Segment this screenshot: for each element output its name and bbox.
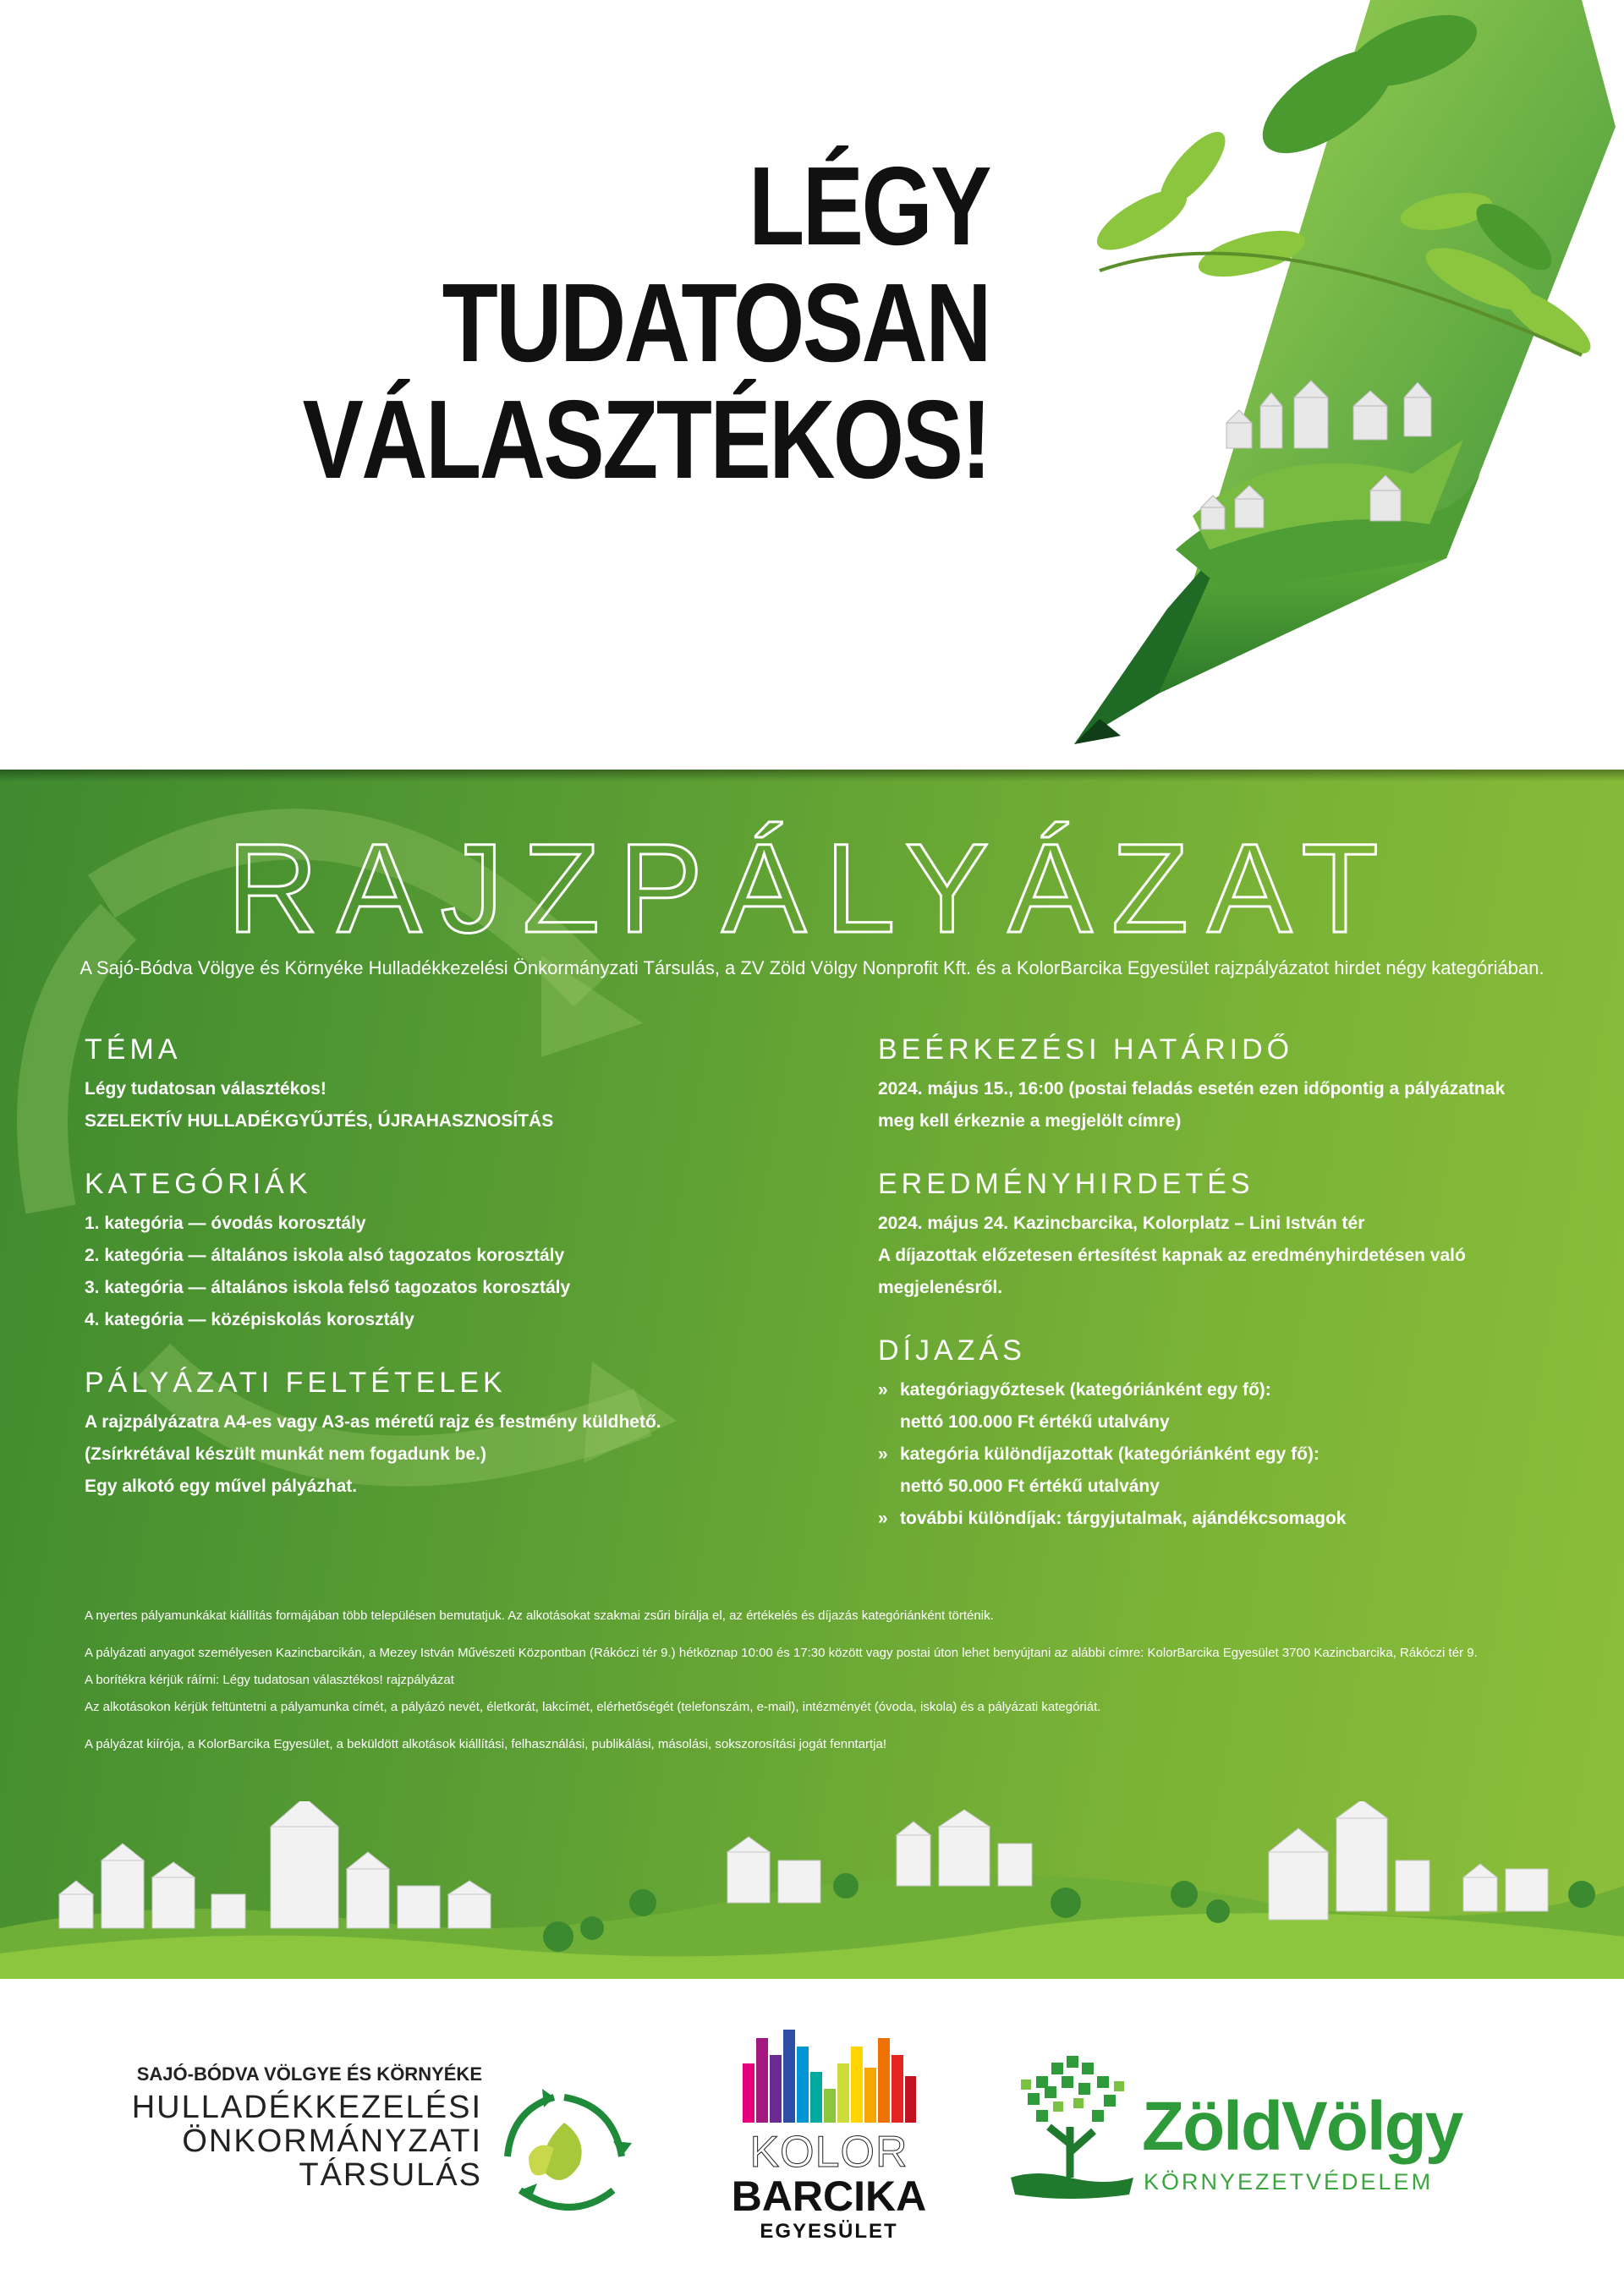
prize-1-title: kategóriagyőztesek (kategóriánként egy fő): <box>900 1380 1271 1400</box>
section-hatarido <box>878 1033 1572 1137</box>
kategoria-item: 4. kategória — középiskolás korosztály <box>85 1310 414 1329</box>
section-tema <box>85 1033 846 1137</box>
right-column <box>878 1033 1572 1565</box>
prize-item <box>878 1438 1572 1503</box>
logo1-line-4: TÁRSULÁS <box>299 2157 482 2193</box>
headline-line-1: LÉGY <box>749 144 990 268</box>
hatarido-heading: BEÉRKEZÉSI HATÁRIDŐ <box>878 1033 1294 1066</box>
hulladekkezelesi-logo <box>85 2063 482 2192</box>
section-feltetelek <box>85 1367 846 1503</box>
section-kategoriak <box>85 1168 846 1336</box>
kategoria-item: 3. kategória — általános iskola felső tagozatos korosztály <box>85 1278 571 1297</box>
headline <box>34 144 990 501</box>
skyline-bars-icon <box>743 2030 916 2123</box>
feltetelek-line-3: Egy alkotó egy művel pályázhat. <box>85 1477 358 1496</box>
footer-logos <box>0 1979 1624 2296</box>
hatarido-line-1: 2024. május 15., 16:00 (postai feladás esetén ezen időpontig a pályázatnak <box>878 1079 1506 1099</box>
prize-list <box>878 1374 1572 1535</box>
kolor-text: KOLOR <box>749 2128 908 2177</box>
top-shadow <box>0 770 1624 781</box>
kategoriak-heading: KATEGÓRIÁK <box>85 1168 312 1200</box>
dijazas-heading: DÍJAZÁS <box>878 1334 1026 1367</box>
tema-heading: TÉMA <box>85 1033 182 1066</box>
tree-icon <box>1002 2051 1142 2216</box>
tema-line-1: Légy tudatosan választékos! <box>85 1079 326 1099</box>
barcika-text: BARCIKA <box>731 2173 927 2220</box>
eredmeny-line-2: A díjazottak előzetesen értesítést kapnak az eredményhirdetésen való <box>878 1246 1466 1265</box>
prize-item <box>878 1374 1572 1438</box>
hatarido-line-2: meg kell érkeznie a megjelölt címre) <box>878 1111 1182 1131</box>
contest-panel <box>0 770 1624 1979</box>
left-column <box>85 1033 846 1533</box>
logo1-line-2: HULLADÉKKEZELÉSI <box>131 2090 482 2125</box>
feltetelek-heading: PÁLYÁZATI FELTÉTELEK <box>85 1367 507 1399</box>
fine-p4: Az alkotásokon kérjük feltüntetni a pályamunka címét, a pályázó nevét, életkorát, lakcímét, elérhetőségét (telefonszám, e-mail), intézményét (óvoda, iskola) és a pályázati kategóriát. <box>85 1700 1101 1714</box>
eredmeny-line-3: megjelenésről. <box>878 1278 1003 1297</box>
feltetelek-line-1: A rajzpályázatra A4-es vagy A3-as méretű rajz és festmény küldhető. <box>85 1412 661 1432</box>
headline-line-2: TUDATOSAN <box>442 260 990 385</box>
eredmeny-heading: EREDMÉNYHIRDETÉS <box>878 1168 1254 1200</box>
prize-2-title: kategória különdíjazottak (kategóriánként egy fő): <box>900 1444 1320 1464</box>
logo1-line-3: ÖNKORMÁNYZATI <box>182 2123 482 2159</box>
fine-p2: A pályázati anyagot személyesen Kazincbarcikán, a Mezey István Művészeti Központban (Rákóczi tér 9.) hétköznap 10:00 és 17:30 között vagy postai úton lehet benyújtani az alábbi címre: KolorBarcika Egyesület 3700 Kazincbarcika, Rákóczi tér 9. <box>85 1646 1478 1660</box>
eredmeny-line-1: 2024. május 24. Kazincbarcika, Kolorplatz – Lini István tér <box>878 1214 1365 1233</box>
prize-2-value: nettó 50.000 Ft értékű utalvány <box>900 1477 1160 1496</box>
bullet-marker: » <box>878 1380 888 1400</box>
prize-1-value: nettó 100.000 Ft értékű utalvány <box>900 1412 1170 1432</box>
logo1-line-1: SAJÓ-BÓDVA VÖLGYE ÉS KÖRNYÉKE <box>136 2063 482 2085</box>
kornyezetvedelem-text: KÖRNYEZETVÉDELEM <box>1144 2169 1434 2195</box>
bullet-marker: » <box>878 1509 888 1528</box>
section-dijazas <box>878 1334 1572 1535</box>
section-eredmeny <box>878 1168 1572 1304</box>
fine-print <box>85 1607 1539 1762</box>
tema-line-2: SZELEKTÍV HULLADÉKGYŰJTÉS, ÚJRAHASZNOSÍTÁS <box>85 1111 554 1131</box>
fine-p3: A borítékra kérjük ráírni: Légy tudatosan választékos! rajzpályázat <box>85 1673 454 1687</box>
recycle-icon <box>486 2072 643 2228</box>
zoldvolgy-text: ZöldVölgy <box>1142 2088 1462 2165</box>
fine-p1: A nyertes pályamunkákat kiállítás formájában több településen bemutatjuk. Az alkotásokat szakmai zsűri bírálja el, az értékelés és díjazás kategóriánként történik. <box>85 1608 994 1623</box>
pencil-leaf-illustration <box>973 0 1624 774</box>
intro-text: A Sajó-Bódva Völgye és Környéke Hulladékkezelési Önkormányzati Társulás, a ZV Zöld Völgy Nonprofit Kft. és a KolorBarcika Egyesület rajzpályázatot hirdet négy kategóriában. <box>80 957 1544 978</box>
feltetelek-line-2: (Zsírkrétával készült munkát nem fogadunk be.) <box>85 1444 486 1464</box>
contest-title: RAJZPÁLYÁZAT <box>227 817 1397 959</box>
prize-3-title: további különdíjak: tárgyjutalmak, ajándékcsomagok <box>900 1509 1347 1528</box>
egyesulet-text: EGYESÜLET <box>760 2220 898 2243</box>
fine-p5: A pályázat kiírója, a KolorBarcika Egyesület, a beküldött alkotások kiállítási, felhasználási, publikálási, másolási, sokszorosítási jogát fenntartja! <box>85 1737 886 1751</box>
village-illustration <box>0 1801 1624 1979</box>
kategoria-item: 1. kategória — óvodás korosztály <box>85 1214 366 1233</box>
prize-item <box>878 1503 1572 1535</box>
headline-line-3: VÁLASZTÉKOS! <box>302 377 990 501</box>
kolorbarcika-logo <box>719 2030 939 2258</box>
kategoria-item: 2. kategória — általános iskola alsó tagozatos korosztály <box>85 1246 565 1265</box>
bullet-marker: » <box>878 1444 888 1464</box>
